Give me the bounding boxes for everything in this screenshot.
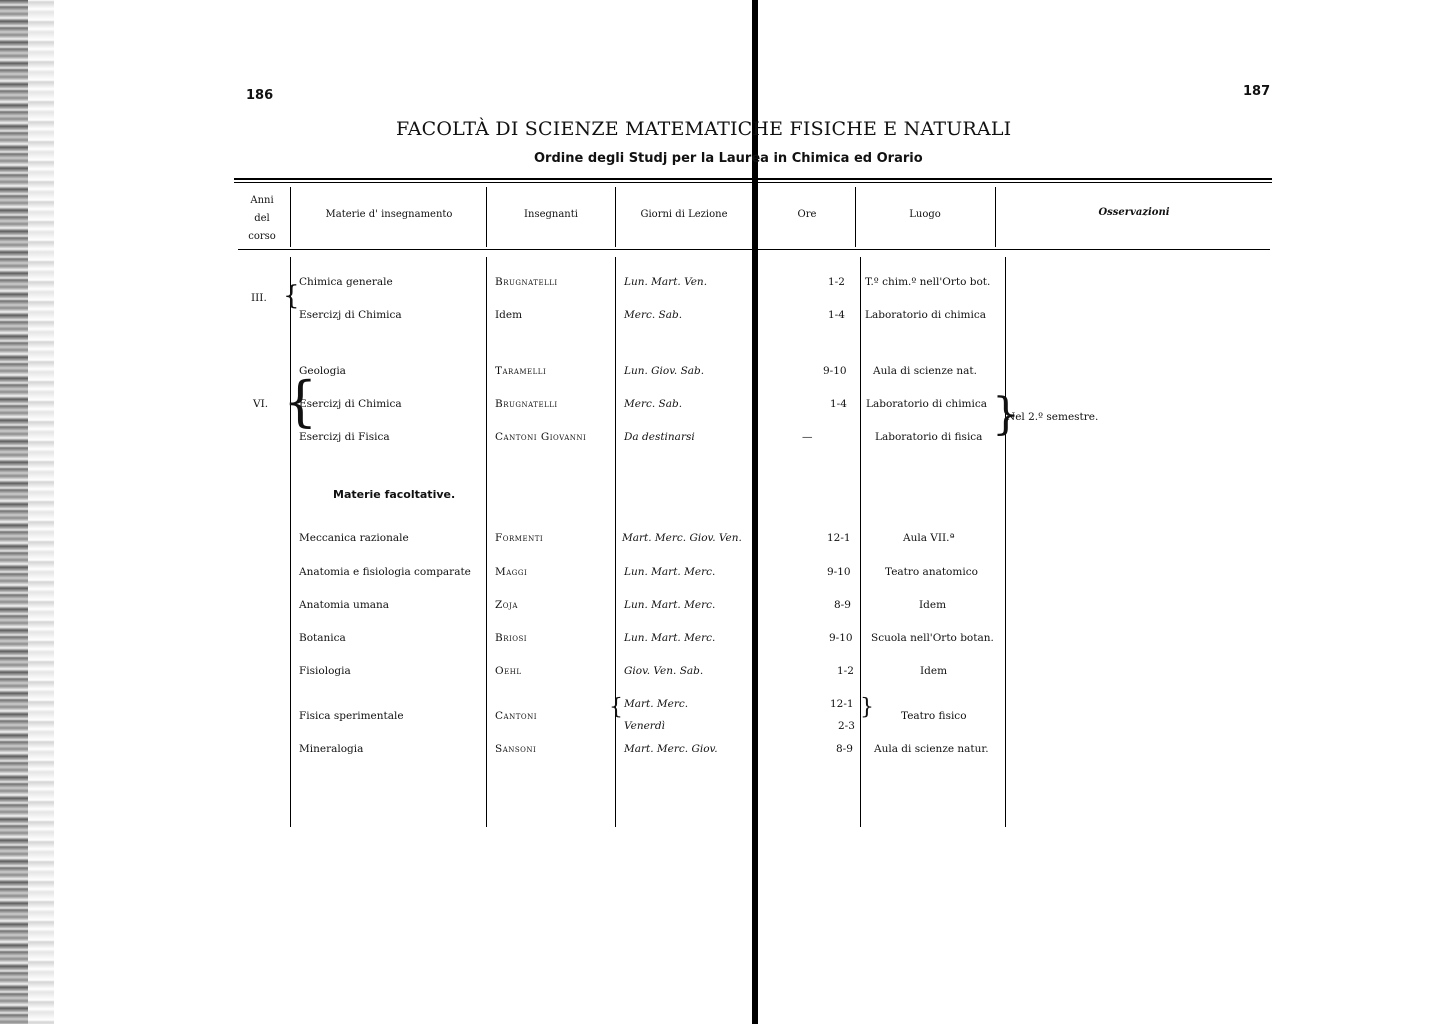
materia-cell: Chimica generale — [299, 276, 393, 288]
giorni-cell: Mart. Merc. Giov. — [624, 743, 718, 755]
luogo-cell: Scuola nell'Orto botan. — [871, 632, 994, 644]
header-anni: Anni del corso — [248, 195, 276, 242]
luogo-cell: Idem — [919, 599, 947, 611]
luogo-cell: Laboratorio di fisica — [875, 431, 983, 443]
insegnante-cell: Cantoni — [495, 710, 538, 722]
page-number-right: 187 — [1243, 84, 1271, 99]
col-sep — [290, 187, 291, 247]
luogo-cell: Aula di scienze nat. — [873, 365, 977, 377]
giorni-cell: Lun. Mart. Merc. — [624, 566, 716, 578]
giorni-cell: Lun. Mart. Merc. — [624, 599, 716, 611]
col-sep — [486, 187, 487, 247]
materia-cell: Botanica — [299, 632, 346, 644]
header-osservazioni: Osservazioni — [1098, 207, 1170, 218]
body-col-sep — [486, 257, 487, 827]
ore-cell: 9-10 — [827, 566, 851, 578]
header-rule-top — [234, 178, 1272, 180]
luogo-cell: Laboratorio di chimica — [866, 398, 988, 410]
brace: } — [860, 695, 874, 720]
insegnante-cell: Briosi — [495, 632, 528, 644]
giorni-cell: Mart. Merc. — [624, 698, 689, 710]
header-giorni: Giorni di Lezione — [640, 209, 728, 220]
col-sep — [855, 187, 856, 247]
section-title: Materie facoltative. — [333, 488, 456, 501]
luogo-cell: Aula VII.ª — [903, 532, 955, 544]
materia-cell: Esercizj di Fisica — [299, 431, 390, 443]
luogo-cell: Teatro anatomico — [885, 566, 978, 578]
luogo-cell: Laboratorio di chimica — [865, 309, 987, 321]
brace: { — [283, 370, 318, 433]
materia-cell: Geologia — [299, 365, 346, 377]
osservazione-cell: Nel 2.º semestre. — [1006, 411, 1099, 423]
materia-cell: Meccanica razionale — [299, 532, 409, 544]
body-col-sep — [860, 257, 861, 827]
scan-edge — [0, 0, 28, 1024]
ore-cell: 8-9 — [836, 743, 853, 755]
header-luogo: Luogo — [909, 209, 941, 220]
body-col-sep — [615, 257, 616, 827]
ore-cell: 1-4 — [830, 398, 847, 410]
giorni-cell: Da destinarsi — [624, 431, 695, 443]
insegnante-cell: Taramelli — [495, 365, 547, 377]
scan-edge-shadow — [28, 0, 54, 1024]
anno-label: VI. — [253, 398, 269, 410]
materia-cell: Esercizj di Chimica — [299, 309, 402, 321]
giorni-cell: Merc. Sab. — [624, 398, 683, 410]
body-col-sep — [1005, 257, 1006, 827]
brace: } — [992, 389, 1020, 440]
insegnante-cell: Brugnatelli — [495, 398, 558, 410]
col-sep — [995, 187, 996, 247]
giorni-cell: Lun. Mart. Ven. — [624, 276, 708, 288]
giorni-cell: Lun. Mart. Merc. — [624, 632, 716, 644]
ore-cell: 12-1 — [827, 532, 851, 544]
materia-cell: Fisiologia — [299, 665, 351, 677]
ore-cell: 9-10 — [829, 632, 853, 644]
header-ore: Ore — [797, 209, 817, 220]
page-subtitle: Ordine degli Studj per la Laurea in Chimica ed Orario — [534, 151, 923, 166]
insegnante-cell: Maggi — [495, 566, 528, 578]
luogo-cell: T.º chim.º nell'Orto bot. — [865, 276, 991, 288]
luogo-cell: Idem — [920, 665, 948, 677]
page-title: FACOLTÀ DI SCIENZE MATEMATICHE FISICHE E NATURALI — [396, 118, 1012, 140]
giorni-cell: Lun. Giov. Sab. — [624, 365, 705, 377]
insegnante-cell: Zoja — [495, 599, 518, 611]
ore-cell: 9-10 — [823, 365, 847, 377]
materia-cell: Esercizj di Chimica — [299, 398, 402, 410]
insegnante-cell: Formenti — [495, 532, 544, 544]
materia-cell: Fisica sperimentale — [299, 710, 404, 722]
ore-cell: 8-9 — [834, 599, 851, 611]
anno-label: III. — [251, 292, 267, 304]
ore-cell: 12-1 — [830, 698, 854, 710]
giorni-cell: Giov. Ven. Sab. — [624, 665, 704, 677]
luogo-cell: Teatro fisico — [901, 710, 967, 722]
insegnante-cell: Sansoni — [495, 743, 537, 755]
ore-cell: 1-4 — [828, 309, 845, 321]
materia-cell: Mineralogia — [299, 743, 364, 755]
materia-cell: Anatomia umana — [299, 599, 390, 611]
col-sep — [615, 187, 616, 247]
ore-cell: 1-2 — [828, 276, 845, 288]
insegnante-cell: Cantoni Giovanni — [495, 431, 587, 443]
header-insegnanti: Insegnanti — [524, 209, 578, 220]
brace: { — [283, 281, 300, 311]
luogo-cell: Aula di scienze natur. — [874, 743, 989, 755]
materia-cell: Anatomia e fisiologia comparate — [299, 566, 471, 578]
body-col-sep — [290, 257, 291, 827]
header-materie: Materie d' insegnamento — [325, 209, 453, 220]
insegnante-cell: Oehl — [495, 665, 522, 677]
brace: { — [609, 695, 623, 720]
insegnante-cell: Idem — [495, 309, 523, 321]
header-rule-top-thin — [234, 182, 1272, 183]
giorni-cell: Venerdì — [624, 720, 665, 732]
ore-cell: 1-2 — [837, 665, 854, 677]
giorni-cell: Mart. Merc. Giov. Ven. — [622, 532, 742, 544]
page-number-left: 186 — [246, 88, 274, 103]
ore-cell: 2-3 — [838, 720, 855, 732]
giorni-cell: Merc. Sab. — [624, 309, 683, 321]
header-rule-bottom — [238, 249, 1270, 250]
insegnante-cell: Brugnatelli — [495, 276, 558, 288]
ore-cell: — — [802, 431, 813, 443]
